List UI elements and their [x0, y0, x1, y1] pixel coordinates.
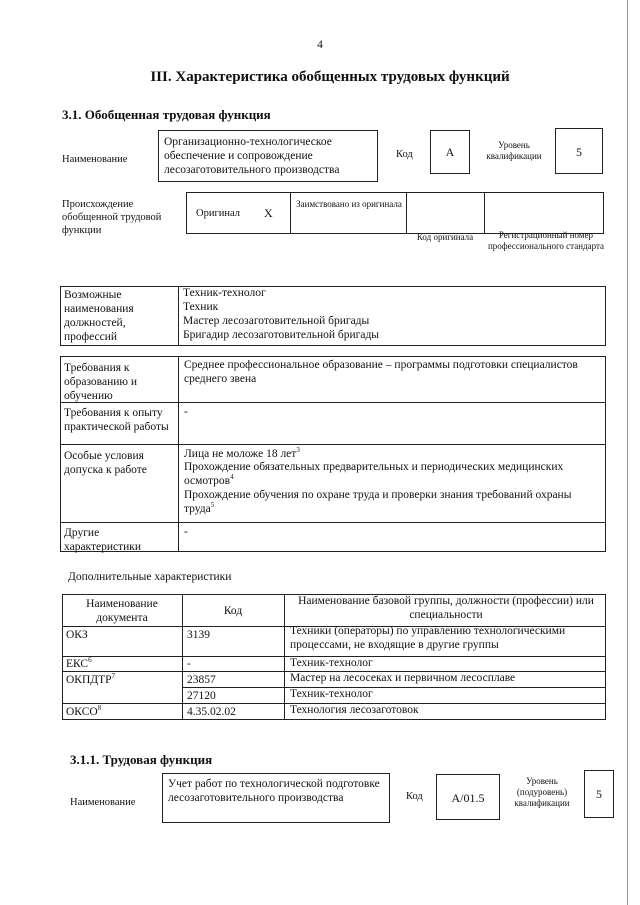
position-4: Бригадир лесозаготовительной бригады — [183, 329, 380, 341]
admission-item-1: Лица не моложе 18 лет$^3$ — [184, 446, 300, 460]
row-name: Техник-технолог — [290, 657, 373, 669]
row-code: 23857 — [187, 674, 216, 686]
experience-value: - — [184, 406, 188, 418]
position-2: Техник — [183, 301, 219, 313]
reg-number-label: Регистрационный номер профессионального стандарта — [487, 230, 605, 251]
gtf-heading: 3.1. Обобщенная трудовая функция — [62, 107, 271, 122]
admission-label: Особые условия допуска к работе — [64, 450, 147, 476]
tf-code-value: A/01.5 — [451, 791, 485, 805]
row-name: Техник-технолог — [290, 688, 373, 700]
gtf-level-label: Уровень квалификации — [486, 140, 542, 161]
row-name: Технология лесозаготовок — [290, 704, 419, 716]
positions-label: Возможные наименования должностей, профессий — [64, 289, 134, 343]
col-doc-header: Наименование документа — [86, 598, 158, 624]
section-title: III. Характеристика обобщенных трудовых функций — [150, 69, 510, 85]
row-name: Техники (операторы) по управлению технологическими процессами, не входящие в другие группы — [290, 625, 566, 651]
experience-label: Требования к опыту практической работы — [64, 407, 169, 433]
tf-code-box — [436, 774, 500, 820]
col-name-header: Наименование базовой группы, должности (профессии) или специальности — [298, 595, 594, 621]
origin-label: Происхождение обобщенной трудовой функции — [62, 199, 162, 236]
additional-title: Дополнительные характеристики — [68, 571, 232, 583]
original-label: Оригинал — [196, 208, 240, 219]
gtf-name-value: Организационно-технологическое обеспечение и сопровождение лесозаготовительного производства — [164, 136, 340, 176]
tf-code-label: Код — [406, 791, 423, 802]
gtf-level-value: 5 — [576, 145, 582, 159]
admission-item-3: Прохождение обучения по охране труда и проверки знания требований охраны труда$^5$ — [184, 489, 572, 515]
col-code-header: Код — [223, 605, 243, 617]
row-doc: ОКПДТР$^7$ — [66, 672, 116, 686]
row-code: - — [187, 658, 191, 670]
other-label: Другие характеристики — [64, 527, 142, 553]
tf-heading: 3.1.1. Трудовая функция — [70, 752, 213, 767]
tf-level-value: 5 — [596, 787, 602, 801]
page-number: 4 — [317, 39, 323, 51]
row-doc: ЕКС$^6$ — [66, 656, 92, 670]
education-value: Среднее профессиональное образование – программы подготовки специалистов среднего звена — [184, 359, 578, 385]
tf-level-box — [584, 770, 614, 818]
row-code: 3139 — [187, 629, 210, 641]
education-label: Требования к образованию и обучению — [64, 362, 137, 402]
gtf-name-label: Наименование — [62, 154, 128, 165]
row-doc: ОКСО$^8$ — [66, 704, 102, 718]
gtf-code-box — [430, 130, 470, 174]
row-code: 27120 — [187, 690, 216, 702]
tf-name-label: Наименование — [70, 797, 136, 808]
original-mark: X — [264, 206, 273, 220]
row-doc: ОКЗ — [66, 629, 88, 641]
row-name: Мастер на лесосеках и первичном лесосплаве — [290, 672, 516, 684]
tf-level-label: Уровень (подуровень) квалификации — [514, 776, 570, 808]
other-value: - — [184, 526, 188, 538]
origin-code-label: Код оригинала — [416, 232, 474, 242]
borrowed-label: Заимствовано из оригинала — [296, 199, 402, 209]
admission-item-2: Прохождение обязательных предварительных и периодических медицинских осмотров$^4$ — [184, 461, 564, 487]
row-code: 4.35.02.02 — [187, 706, 236, 718]
tf-name-value: Учет работ по технологической подготовке лесозаготовительного производства — [168, 778, 380, 804]
position-1: Техник-технолог — [183, 287, 266, 299]
position-3: Мастер лесозаготовительной бригады — [183, 315, 370, 327]
gtf-name-box — [158, 130, 378, 182]
scan-edge-line — [627, 0, 628, 905]
gtf-code-label: Код — [396, 149, 413, 160]
gtf-level-box — [555, 128, 603, 174]
tf-name-box — [162, 773, 390, 823]
gtf-code-value: A — [445, 145, 455, 159]
